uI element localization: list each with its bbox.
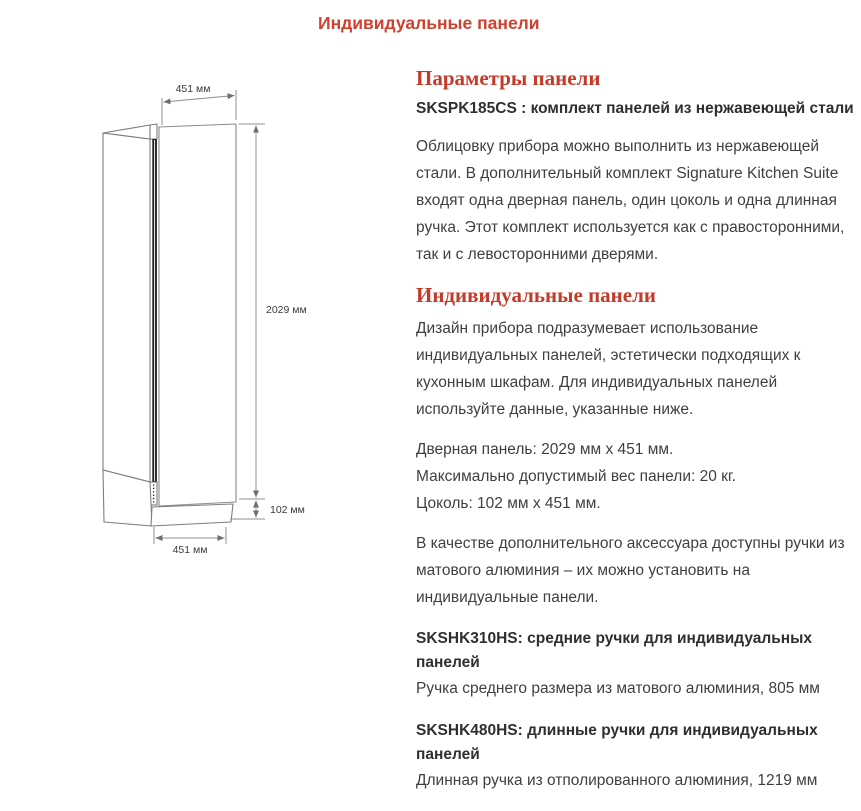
spec-plinth: Цоколь: 102 мм x 451 мм. bbox=[416, 495, 601, 512]
spec-door-panel: Дверная панель: 2029 мм x 451 мм. bbox=[416, 441, 674, 458]
section-heading-custom-panels: Индивидуальные панели bbox=[416, 283, 656, 307]
spec-text-column bbox=[416, 66, 860, 811]
door-edge-strip bbox=[150, 139, 157, 505]
handle-desc-skshk480hs: Длинная ручка из отполированного алюминия, 1219 мм bbox=[416, 772, 818, 789]
dimension-bottom-width bbox=[154, 527, 226, 544]
spec-max-weight: Максимально допустимый вес панели: 20 кг. bbox=[416, 468, 736, 485]
panel-diagram bbox=[85, 75, 315, 575]
dim-label-plinth-height: 102 мм bbox=[270, 504, 305, 516]
accessories-note: В качестве дополнительного аксессуара доступны ручки из матового алюминия – их можно установить на индивидуальные панели. bbox=[416, 535, 845, 606]
handle-option-skshk310hs bbox=[416, 627, 860, 701]
handle-desc-skshk310hs: Ручка среднего размера из матового алюминия, 805 мм bbox=[416, 680, 820, 697]
product-code-skspk185cs: SKSPK185CS : комплект панелей из нержавеющей стали bbox=[416, 100, 854, 117]
dim-label-bottom-width: 451 мм bbox=[172, 544, 208, 556]
dimension-top-width bbox=[162, 90, 236, 125]
panel-dimensions-list bbox=[416, 436, 860, 517]
dim-label-top-width: 451 мм bbox=[175, 83, 211, 95]
panel-drawing-svg bbox=[85, 75, 315, 575]
dimension-height bbox=[239, 124, 265, 499]
section-heading-panel-parameters: Параметры панели bbox=[416, 66, 601, 90]
handle-title-skshk480hs: SKSHK480HS: длинные ручки для индивидуальных панелей bbox=[416, 722, 818, 763]
dimension-plinth-height bbox=[230, 501, 265, 520]
dim-label-height: 2029 мм bbox=[266, 304, 307, 316]
handle-title-skshk310hs: SKSHK310HS: средние ручки для индивидуальных панелей bbox=[416, 630, 812, 671]
door-panel-face bbox=[159, 124, 236, 506]
panel-kit-description: Облицовку прибора можно выполнить из нержавеющей стали. В дополнительный комплект Signature Kitchen Suite входят одна дверная панель, один цоколь и одна длинная ручка. Этот комплект используется как с правосторонними, так и с левосторонними дверями. bbox=[416, 138, 845, 263]
handle-option-skshk480hs bbox=[416, 719, 860, 793]
page-title: Индивидуальные панели bbox=[318, 13, 540, 33]
custom-panels-description: Дизайн прибора подразумевает использование индивидуальных панелей, эстетически подходящих к кухонным шкафам. Для индивидуальных панелей используйте данные, указанные ниже. bbox=[416, 320, 801, 418]
panel-side-face bbox=[103, 124, 157, 482]
